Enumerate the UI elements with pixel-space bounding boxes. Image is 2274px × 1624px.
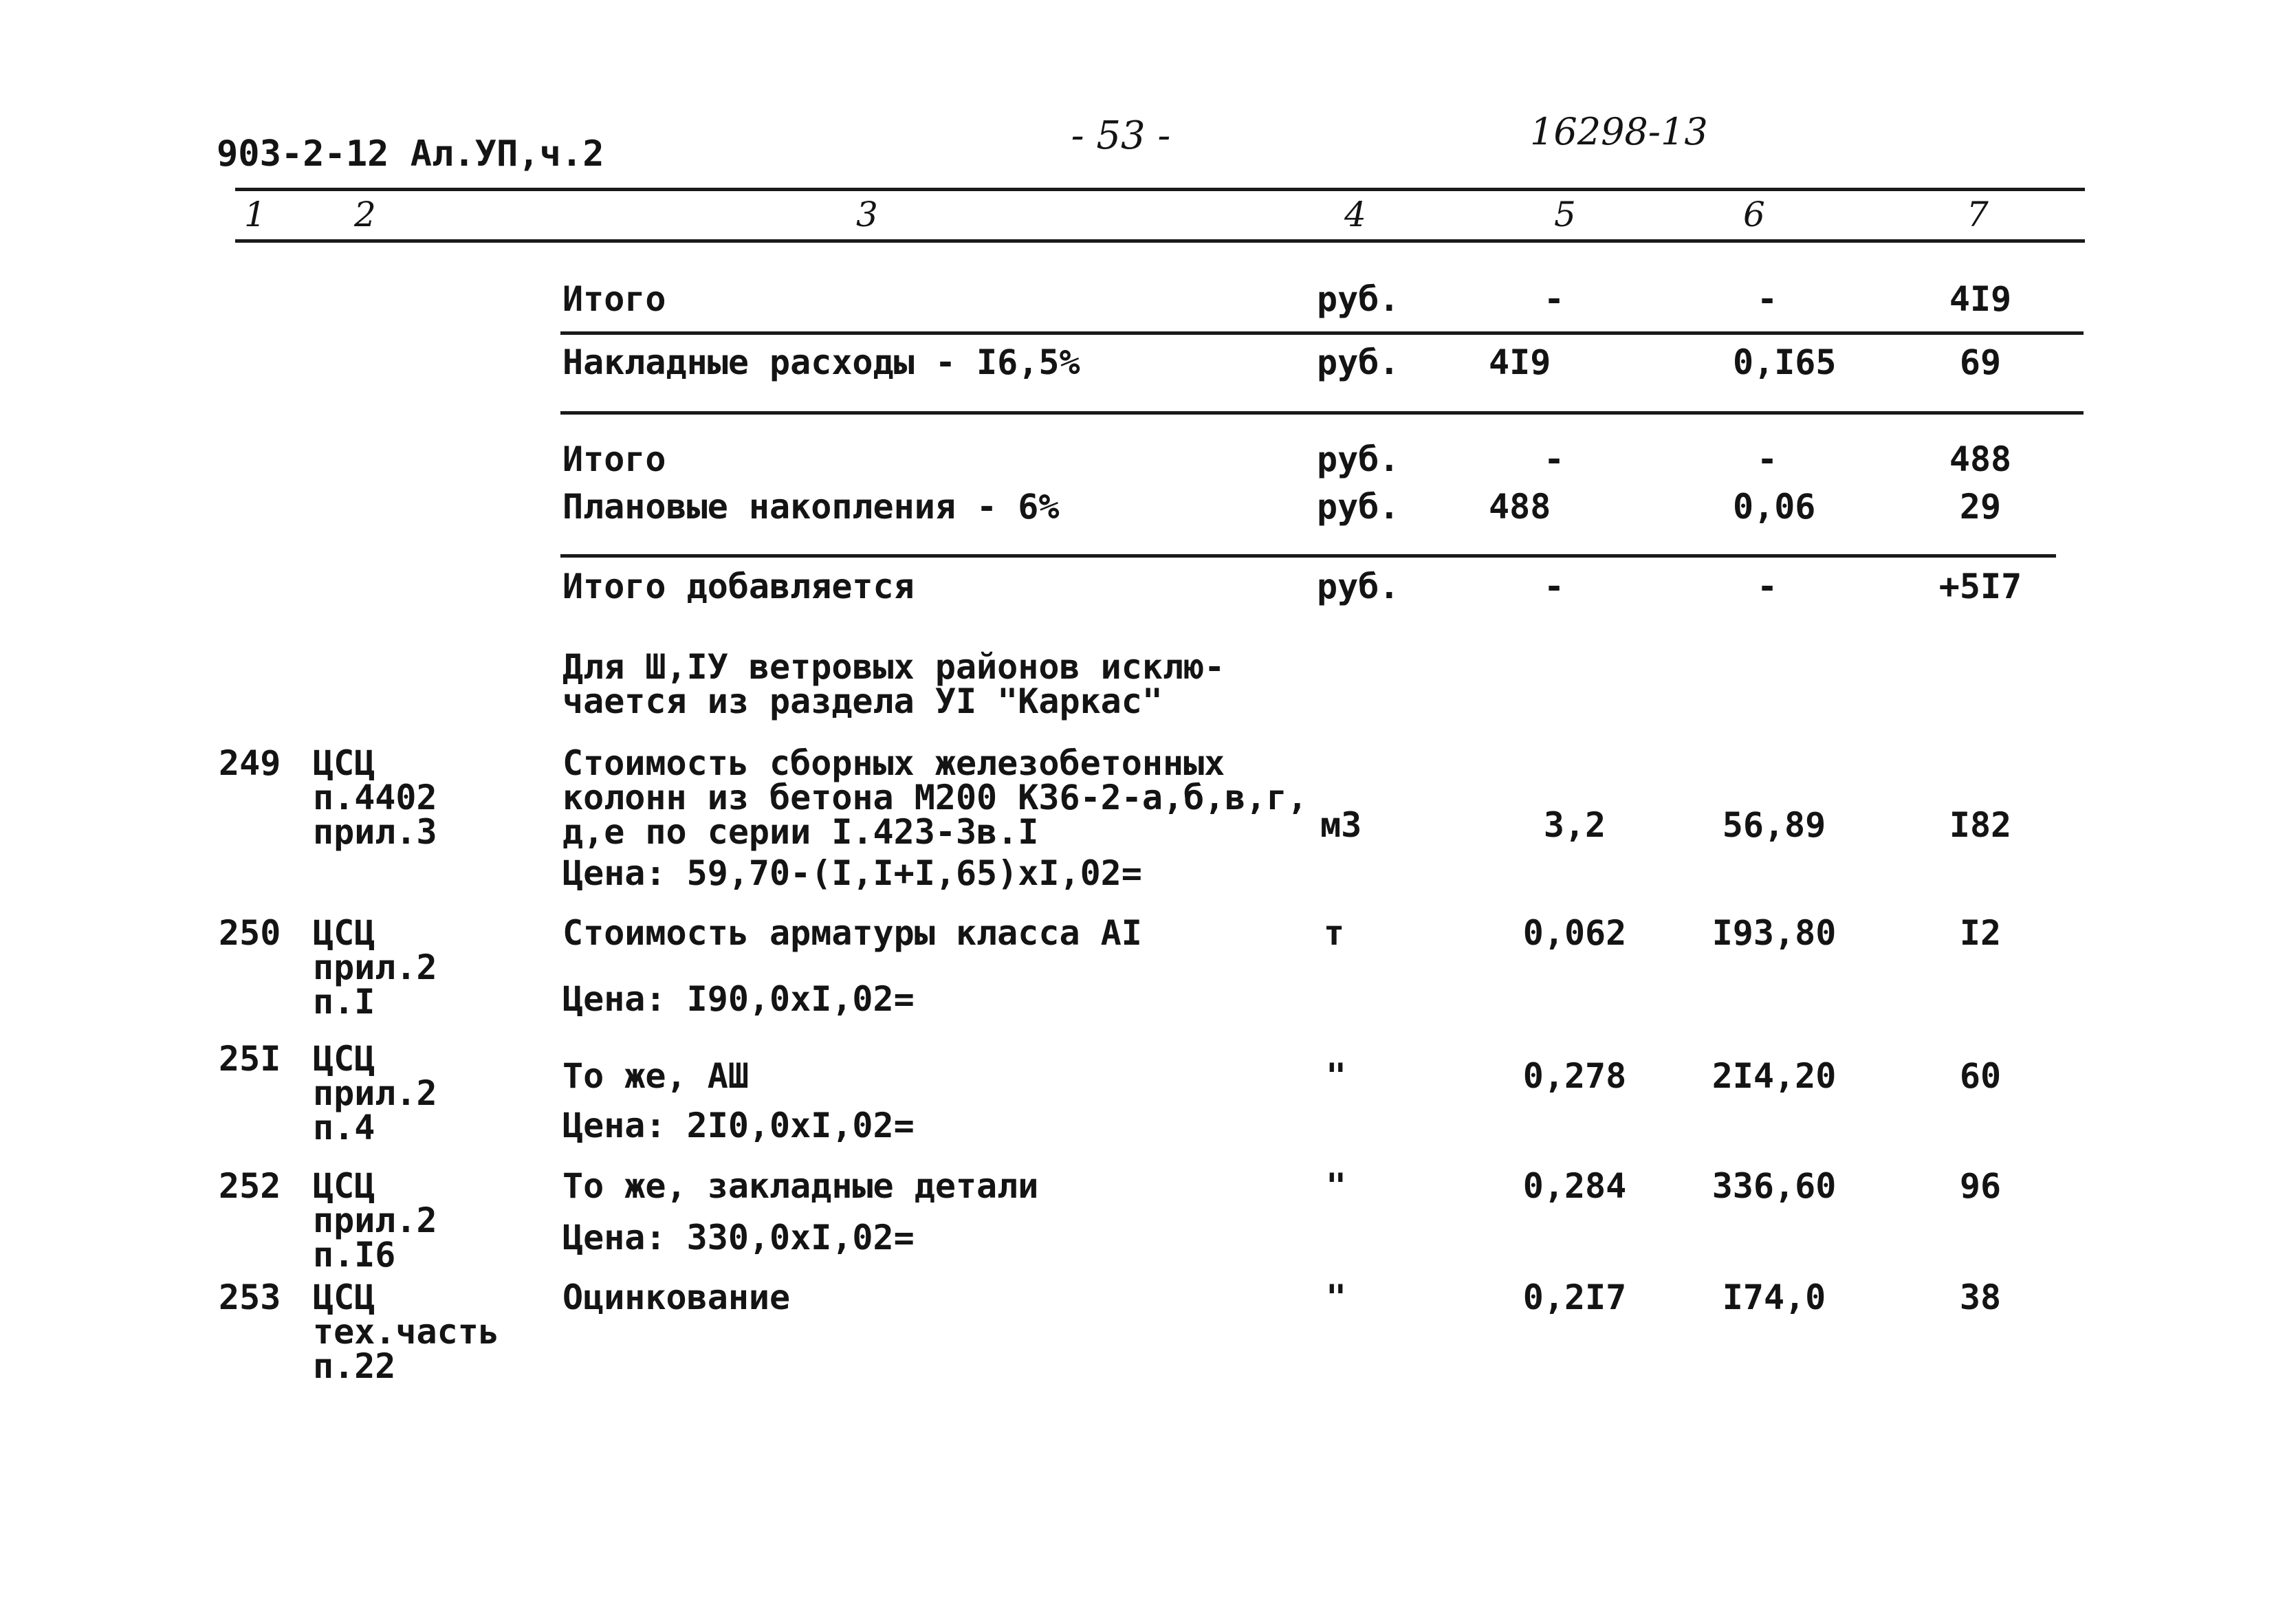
planned-savings-label: Плановые накопления - 6% (562, 487, 1060, 527)
column-header-5: 5 (1554, 195, 1576, 234)
item-unit: " (1326, 1166, 1347, 1206)
item-unit: т (1324, 913, 1345, 953)
item-price-formula: Цена: 2I0,0хI,02= (562, 1106, 915, 1145)
added-total-label: Итого добавляется (562, 567, 915, 606)
planned-savings-unit: руб. (1317, 487, 1400, 527)
planned-savings-rate: 0,06 (1733, 487, 1816, 527)
item-number: 250 (219, 913, 281, 953)
item-reference: ЦСЦ прил.2 п.4 (313, 1039, 437, 1148)
overhead-value: 69 (1959, 342, 2002, 382)
item-unit: " (1326, 1056, 1347, 1096)
item-number: 252 (219, 1166, 281, 1206)
subtotal-price: - (1756, 439, 1778, 479)
item-number: 249 (219, 743, 281, 783)
added-total-value: +5I7 (1938, 567, 2022, 606)
summary-total-value: 4I9 (1949, 279, 2012, 319)
item-number: 253 (219, 1277, 281, 1317)
summary-rule (560, 331, 2084, 335)
subtotal-label: Итого (562, 439, 666, 479)
item-unit: " (1326, 1277, 1347, 1317)
item-total: I82 (1949, 805, 2012, 845)
overhead-rate: 0,I65 (1733, 342, 1837, 382)
overhead-qty: 4I9 (1489, 342, 1551, 382)
item-quantity: 0,062 (1522, 913, 1627, 953)
column-header-1: 1 (244, 195, 266, 234)
planned-savings-qty: 488 (1489, 487, 1551, 527)
column-header-2: 2 (354, 195, 376, 234)
item-price-formula: Цена: 330,0хI,02= (562, 1218, 915, 1258)
document-code: 903-2-12 Ал.УП,ч.2 (217, 133, 604, 175)
overhead-unit: руб. (1317, 342, 1400, 382)
item-unit-price: I93,80 (1712, 913, 1837, 953)
summary-rule (560, 554, 2056, 558)
item-unit-price: 56,89 (1722, 805, 1826, 845)
item-quantity: 0,2I7 (1522, 1277, 1627, 1317)
subtotal-qty: - (1543, 439, 1565, 479)
item-description: Стоимость арматуры класса АI (562, 913, 1142, 953)
item-reference: ЦСЦ прил.2 п.I6 (313, 1166, 437, 1275)
item-unit-price: 336,60 (1712, 1166, 1837, 1206)
planned-savings-value: 29 (1959, 487, 2002, 527)
item-total: 96 (1959, 1166, 2002, 1206)
item-description: То же, закладные детали (562, 1166, 1039, 1206)
wind-region-note: Для Ш,IУ ветровых районов исклю- чается из раздела УI "Каркас" (562, 647, 1225, 721)
summary-rule (560, 411, 2084, 415)
item-price-formula: Цена: I90,0хI,02= (562, 979, 915, 1019)
header-bottom-rule (235, 239, 2085, 243)
item-reference: ЦСЦ прил.2 п.I (313, 913, 437, 1022)
summary-total-unit: руб. (1317, 279, 1400, 319)
item-total: 60 (1959, 1056, 2002, 1096)
item-quantity: 0,284 (1522, 1166, 1627, 1206)
item-unit: м3 (1320, 805, 1362, 845)
column-header-4: 4 (1344, 195, 1366, 234)
item-unit-price: 2I4,20 (1712, 1056, 1837, 1096)
added-total-price: - (1756, 567, 1778, 606)
item-description: Оцинкование (562, 1277, 791, 1317)
column-header-7: 7 (1967, 195, 1989, 234)
item-total: 38 (1959, 1277, 2002, 1317)
header-top-rule (235, 188, 2085, 191)
item-reference: ЦСЦ тех.часть п.22 (313, 1277, 499, 1386)
summary-total-price: - (1756, 279, 1778, 319)
summary-total-label: Итого (562, 279, 666, 319)
subtotal-unit: руб. (1317, 439, 1400, 479)
item-description: То же, АШ (562, 1056, 749, 1096)
item-number: 25I (219, 1039, 281, 1079)
item-total: I2 (1959, 913, 2002, 953)
added-total-unit: руб. (1317, 567, 1400, 606)
inventory-number: 16298-13 (1530, 110, 1708, 153)
subtotal-value: 488 (1949, 439, 2012, 479)
column-header-3: 3 (856, 195, 878, 234)
overhead-label: Накладные расходы - I6,5% (562, 342, 1080, 382)
summary-total-qty: - (1543, 279, 1565, 319)
added-total-qty: - (1543, 567, 1565, 606)
column-header-6: 6 (1743, 195, 1765, 234)
item-unit-price: I74,0 (1722, 1277, 1826, 1317)
item-quantity: 0,278 (1522, 1056, 1627, 1096)
item-description: Стоимость сборных железобетонных колонн из бетона М200 К36-2-а,б,в,г, д,е по серии I.423-3в.I (562, 743, 1308, 852)
item-quantity: 3,2 (1543, 805, 1606, 845)
item-price-formula: Цена: 59,70-(I,I+I,65)хI,02= (562, 853, 1142, 893)
page-number: - 53 - (1071, 113, 1171, 158)
item-reference: ЦСЦ п.4402 прил.3 (313, 743, 437, 852)
